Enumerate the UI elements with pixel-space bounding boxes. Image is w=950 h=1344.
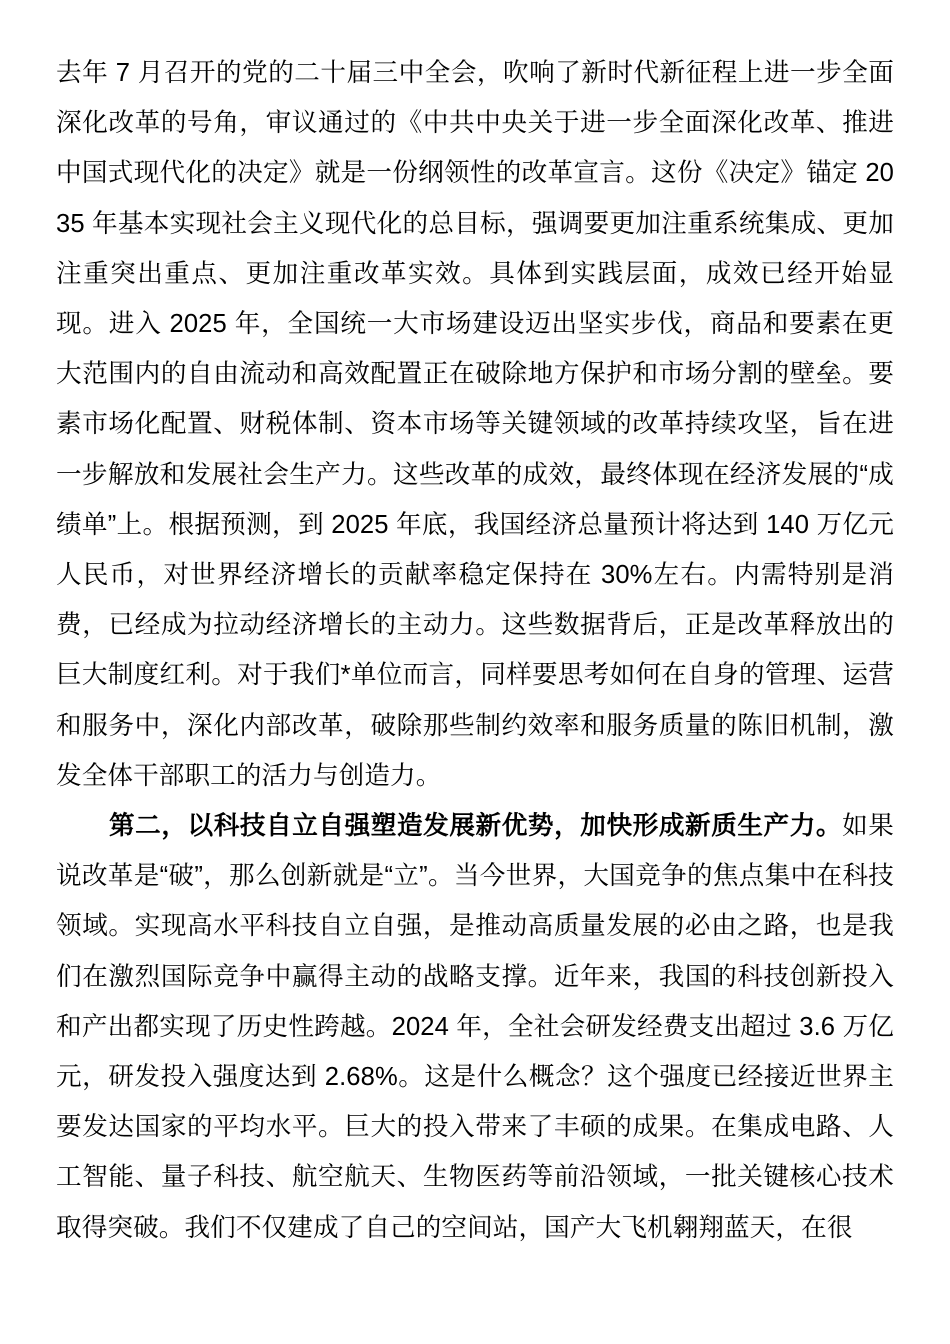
paragraph-1-text: 去年 7 月召开的党的二十届三中全会，吹响了新时代新征程上进一步全面深化改革的号角，审议通过的《中共中央关于进一步全面深化改革、推进中国式现代化的决定》就是一份纲领性的改革宣言。这份《决定》锚定 2035 年基本实现社会主义现代化的总目标，强调要更加注重系统集成、更加注重突出重点、更加注重改革实效。具体到实践层面，成效已经开始显现。进入 2025 年，全国统一大市场建设迈出坚实步伐，商品和要素在更大范围内的自由流动和高效配置正在破除地方保护和市场分割的壁垒。要素市场化配置、财税体制、资本市场等关键领域的改革持续攻坚，旨在进一步解放和发展社会生产力。这些改革的成效，最终体现在经济发展的“成绩单”上。根据预测，到 2025 年底，我国经济总量预计将达到 140 万亿元人民币，对世界经济增长的贡献率稳定保持在 30%左右。内需特别是消费，已经成为拉动经济增长的主动力。这些数据背后，正是改革释放出的巨大制度红利。对于我们*单位而言，同样要思考如何在自身的管理、运营和服务中，深化内部改革，破除那些制约效率和服务质量的陈旧机制，激发全体干部职工的活力与创造力。 <box>56 59 894 790</box>
paragraph-2 <box>56 801 894 1253</box>
document-body <box>56 48 894 1253</box>
paragraph-2-bold-lead: 第二，以科技自立自强塑造发展新优势，加快形成新质生产力。 <box>108 812 843 841</box>
paragraph-2-text: 如果说改革是“破”，那么创新就是“立”。当今世界，大国竞争的焦点集中在科技领域。实现高水平科技自立自强，是推动高质量发展的必由之路，也是我们在激烈国际竞争中赢得主动的战略支撑。近年来，我国的科技创新投入和产出都实现了历史性跨越。2024 年，全社会研发经费支出超过 3.6 万亿元，研发投入强度达到 2.68%。这是什么概念？这个强度已经接近世界主要发达国家的平均水平。巨大的投入带来了丰硕的成果。在集成电路、人工智能、量子科技、航空航天、生物医药等前沿领域，一批关键核心技术取得突破。我们不仅建成了自己的空间站，国产大飞机翱翔蓝天，在很 <box>56 812 894 1242</box>
paragraph-1 <box>56 48 894 801</box>
